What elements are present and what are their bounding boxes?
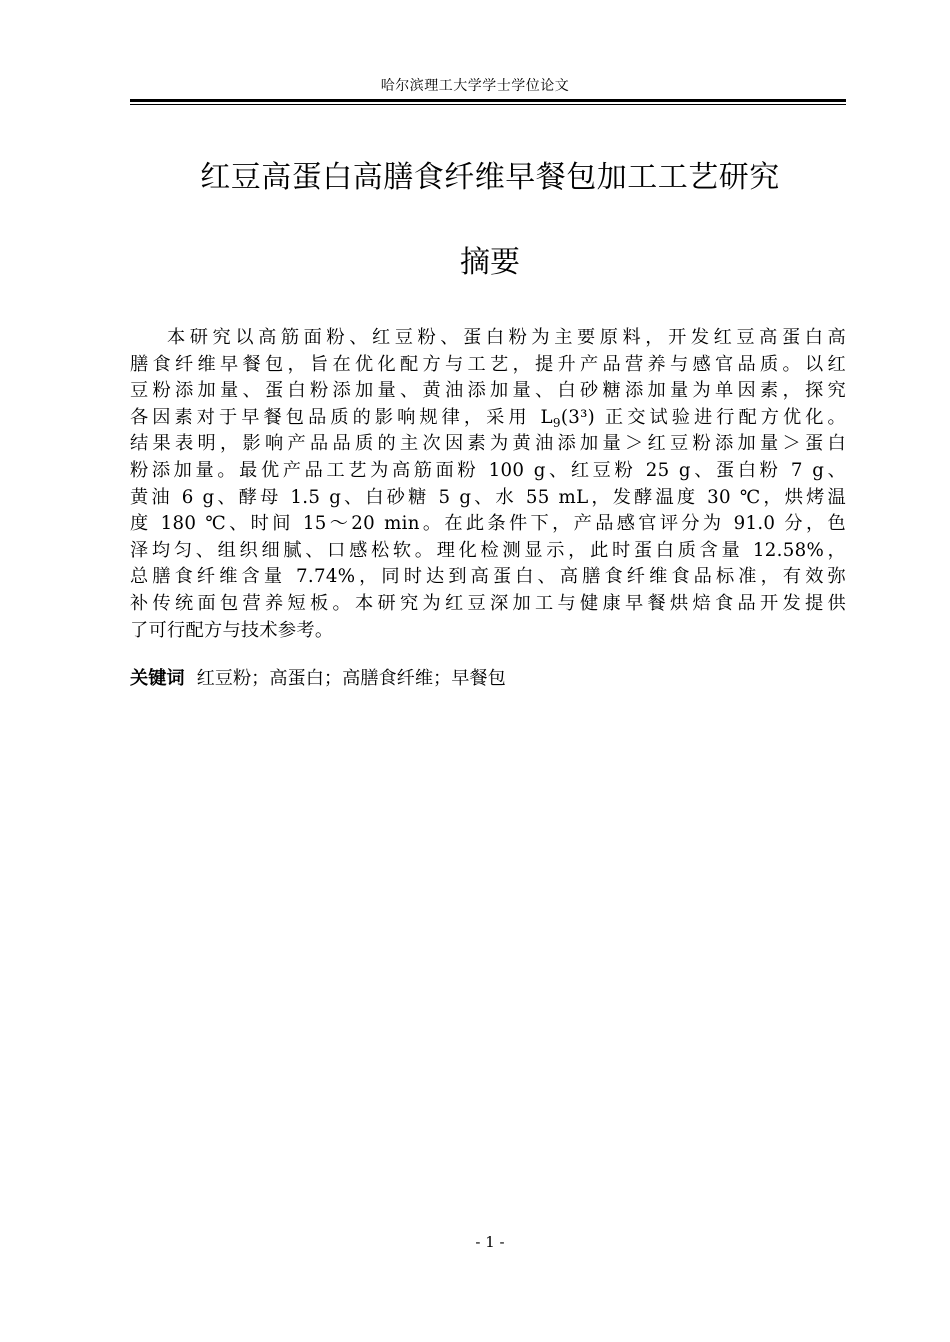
abstract-line: 总膳食纤维含量 7.74%，同时达到高蛋白、高膳食纤维食品标准，有效弥 (130, 566, 846, 588)
abstract-line: 度 180 ℃、时间 15～20 min。在此条件下，产品感官评分为 91.0 分，色 (130, 513, 846, 535)
page-number: - 1 - (475, 1233, 505, 1251)
abstract-body (130, 325, 846, 644)
abstract-line: 了可行配方与技术参考。 (130, 619, 334, 641)
abstract-line: 本研究以高筋面粉、红豆粉、蛋白粉为主要原料，开发红豆高蛋白高 (167, 327, 846, 348)
abstract-line: 结果表明，影响产品品质的主次因素为黄油添加量＞红豆粉添加量＞蛋白 (130, 433, 846, 455)
keywords-label: 关键词 (130, 668, 185, 689)
paper-title: 红豆高蛋白高膳食纤维早餐包加工工艺研究 (200, 160, 780, 195)
abstract-line: 黄油 6 g、酵母 1.5 g、白砂糖 5 g、水 55 mL，发酵温度 30 ℃，烘烤温 (130, 486, 846, 508)
abstract-line: 豆粉添加量、蛋白粉添加量、黄油添加量、白砂糖添加量为单因素，探究 (130, 380, 846, 402)
abstract-line: 泽均匀、组织细腻、口感松软。理化检测显示，此时蛋白质含量 12.58%， (130, 539, 846, 561)
abstract-line: 膳食纤维早餐包，旨在优化配方与工艺，提升产品营养与感官品质。以红 (130, 353, 846, 375)
abstract-line: 补传统面包营养短板。本研究为红豆深加工与健康早餐烘焙食品开发提供 (130, 592, 846, 614)
abstract-line-orthogonal-design (130, 405, 846, 432)
abstract-line: 粉添加量。最优产品工艺为高筋面粉 100 g、红豆粉 25 g、蛋白粉 7 g、 (130, 459, 846, 481)
header-rule (130, 99, 846, 102)
abstract-text: 各因素对于早餐包品质的影响规律，采用 L (130, 406, 553, 428)
running-header: 哈尔滨理工大学学士学位论文 (380, 78, 570, 94)
abstract-text: (3³) 正交试验进行配方优化。 (560, 406, 847, 428)
abstract-heading: 摘要 (460, 245, 520, 280)
keywords-text: 红豆粉；高蛋白；高膳食纤维；早餐包 (196, 668, 506, 689)
header-rule-thin (130, 104, 846, 105)
keywords (130, 666, 846, 692)
subscript: 9 (552, 415, 561, 430)
